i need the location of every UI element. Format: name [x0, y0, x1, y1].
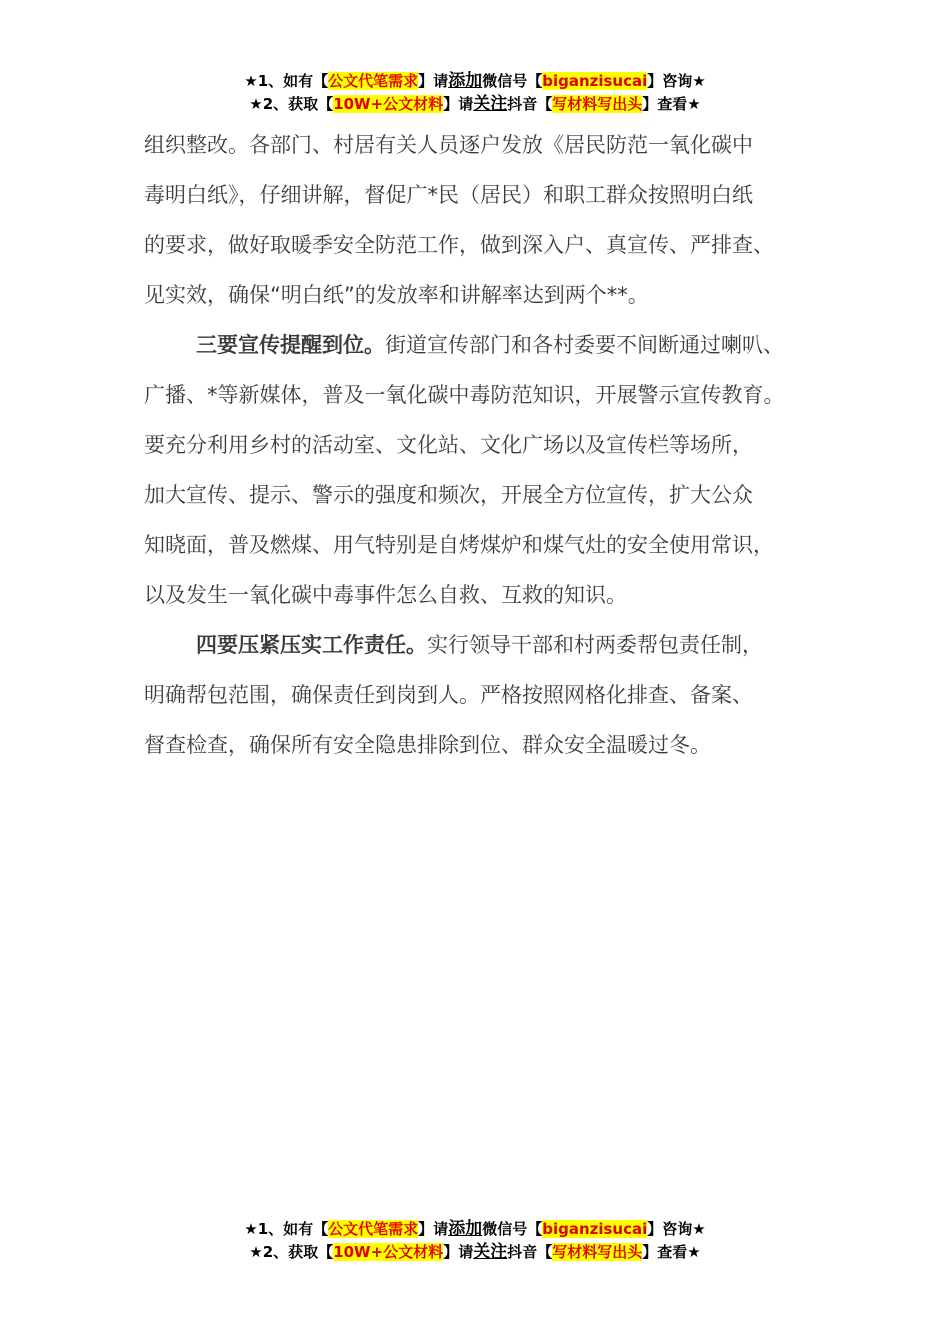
- text-line: 要充分利用乡村的活动室、文化站、文化广场以及宣传栏等场所，: [144, 433, 753, 457]
- banner-text: 】查看★: [642, 1243, 701, 1261]
- text-line: 见实效，确保“明白纸”的发放率和讲解率达到两个**。: [144, 283, 649, 307]
- text-line: 组织整改。各部门、村居有关人员逐户发放《居民防范一氧化碳中: [144, 133, 753, 157]
- banner-highlight: 写材料写出头: [552, 95, 643, 113]
- banner-emphasis: 关注: [473, 1242, 508, 1262]
- banner-text: 微信号【: [482, 72, 543, 90]
- text-line: 督查检查，确保所有安全隐患排除到位、群众安全温暖过冬。: [144, 733, 711, 757]
- text-line: 加大宣传、提示、警示的强度和频次，开展全方位宣传，扩大公众: [144, 483, 753, 507]
- banner-text: ★1、如有【: [244, 72, 329, 90]
- banner-highlight: 写材料写出头: [552, 1243, 643, 1261]
- banner-highlight: 公文代笔需求: [328, 1220, 419, 1238]
- header-banner: [0, 70, 950, 116]
- text-line: 知晓面，普及燃煤、用气特别是自烤煤炉和煤气灶的安全使用常识，: [144, 533, 774, 557]
- banner-emphasis: 添加: [448, 71, 483, 91]
- banner-text: 抖音【: [507, 95, 553, 113]
- banner-text: 抖音【: [507, 1243, 553, 1261]
- banner-text: 】请: [418, 1220, 449, 1238]
- paragraph-4-first-line: [144, 620, 824, 670]
- banner-highlight: 公文代笔需求: [328, 72, 419, 90]
- banner-highlight: 10W+公文材料: [333, 95, 444, 113]
- text-line: 以及发生一氧化碳中毒事件怎么自救、互救的知识。: [144, 583, 627, 607]
- text-line: 毒明白纸》，仔细讲解，督促广*民（居民）和职工群众按照明白纸: [144, 183, 753, 207]
- banner-text: 微信号【: [482, 1220, 543, 1238]
- banner-emphasis: 关注: [473, 94, 508, 114]
- text-line: 的要求，做好取暖季安全防范工作，做到深入户、真宣传、严排查、: [144, 233, 774, 257]
- banner-emphasis: 添加: [448, 1219, 483, 1239]
- banner-line-1: [0, 1218, 950, 1241]
- banner-text: 】咨询★: [647, 1220, 706, 1238]
- banner-line-2: [0, 93, 950, 116]
- banner-line-1: [0, 70, 950, 93]
- paragraph-text: 实行领导干部和村两委帮包责任制，: [427, 633, 763, 657]
- banner-highlight: biganzisucai: [542, 72, 648, 90]
- banner-highlight: biganzisucai: [542, 1220, 648, 1238]
- paragraph-text: 街道宣传部门和各村委要不间断通过喇叭、: [385, 333, 784, 357]
- paragraph-heading: 三要宣传提醒到位。: [196, 333, 385, 357]
- banner-highlight: 10W+公文材料: [333, 1243, 444, 1261]
- banner-text: 】咨询★: [647, 72, 706, 90]
- text-line: 明确帮包范围，确保责任到岗到人。严格按照网格化排查、备案、: [144, 683, 753, 707]
- banner-text: ★2、获取【: [249, 1243, 334, 1261]
- banner-text: 】查看★: [642, 95, 701, 113]
- document-body: [144, 120, 824, 770]
- banner-text: ★2、获取【: [249, 95, 334, 113]
- banner-text: ★1、如有【: [244, 1220, 329, 1238]
- text-line: 广播、*等新媒体，普及一氧化碳中毒防范知识，开展警示宣传教育。: [144, 383, 785, 407]
- banner-text: 】请: [443, 95, 474, 113]
- footer-banner: [0, 1218, 950, 1264]
- banner-text: 】请: [443, 1243, 474, 1261]
- paragraph-3-first-line: [144, 320, 824, 370]
- banner-line-2: [0, 1241, 950, 1264]
- paragraph-heading: 四要压紧压实工作责任。: [196, 633, 427, 657]
- banner-text: 】请: [418, 72, 449, 90]
